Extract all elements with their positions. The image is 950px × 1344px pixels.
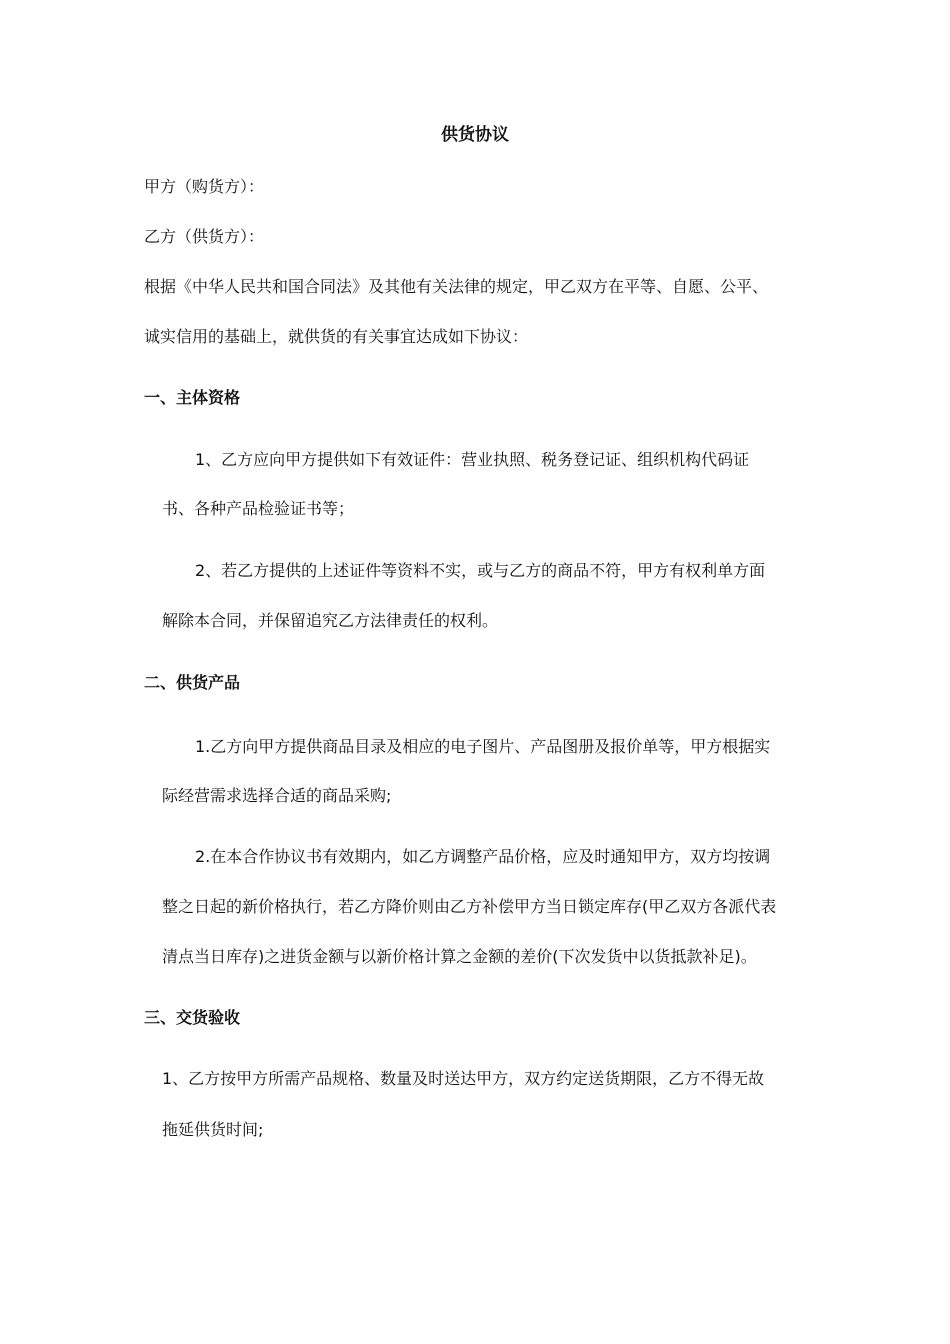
- section-heading-2: 二、供货产品: [144, 673, 241, 692]
- party-a-line: 甲方（购货方）：: [144, 177, 265, 196]
- section-1-clause-1-line-2: 书、各种产品检验证书等；: [162, 499, 355, 518]
- section-3-clause-1-line-1: 1、乙方按甲方所需产品规格、数量及时送达甲方，双方约定送货期限，乙方不得无故: [162, 1069, 765, 1088]
- party-b-line: 乙方（供货方）：: [144, 227, 265, 246]
- section-heading-1: 一、主体资格: [144, 388, 241, 407]
- section-3-clause-1-line-2: 拖延供货时间;: [162, 1120, 264, 1139]
- section-2-clause-1-line-2: 际经营需求选择合适的商品采购;: [162, 786, 392, 805]
- section-1-clause-1-line-1: 1、乙方应向甲方提供如下有效证件：营业执照、税务登记证、组织机构代码证: [195, 450, 750, 469]
- preamble-line-2: 诚实信用的基础上，就供货的有关事宜达成如下协议：: [144, 327, 529, 346]
- section-2-clause-2-line-2: 整之日起的新价格执行，若乙方降价则由乙方补偿甲方当日锁定库存(甲乙双方各派代表: [162, 897, 777, 916]
- section-2-clause-2-line-3: 清点当日库存)之进货金额与以新价格计算之金额的差价(下次发货中以货抵款补足)。: [162, 947, 757, 966]
- preamble-line-1: 根据《中华人民共和国合同法》及其他有关法律的规定，甲乙双方在平等、自愿、公平、: [144, 277, 769, 296]
- document-title: 供货协议: [441, 125, 509, 145]
- section-2-clause-1-line-1: 1.乙方向甲方提供商品目录及相应的电子图片、产品图册及报价单等，甲方根据实: [195, 737, 771, 756]
- section-1-clause-2-line-1: 2、若乙方提供的上述证件等资料不实，或与乙方的商品不符，甲方有权利单方面: [195, 561, 766, 580]
- section-heading-3: 三、交货验收: [144, 1008, 241, 1027]
- section-2-clause-2-line-1: 2.在本合作协议书有效期内，如乙方调整产品价格，应及时通知甲方，双方均按调: [195, 847, 771, 866]
- section-1-clause-2-line-2: 解除本合同，并保留追究乙方法律责任的权利。: [162, 611, 499, 630]
